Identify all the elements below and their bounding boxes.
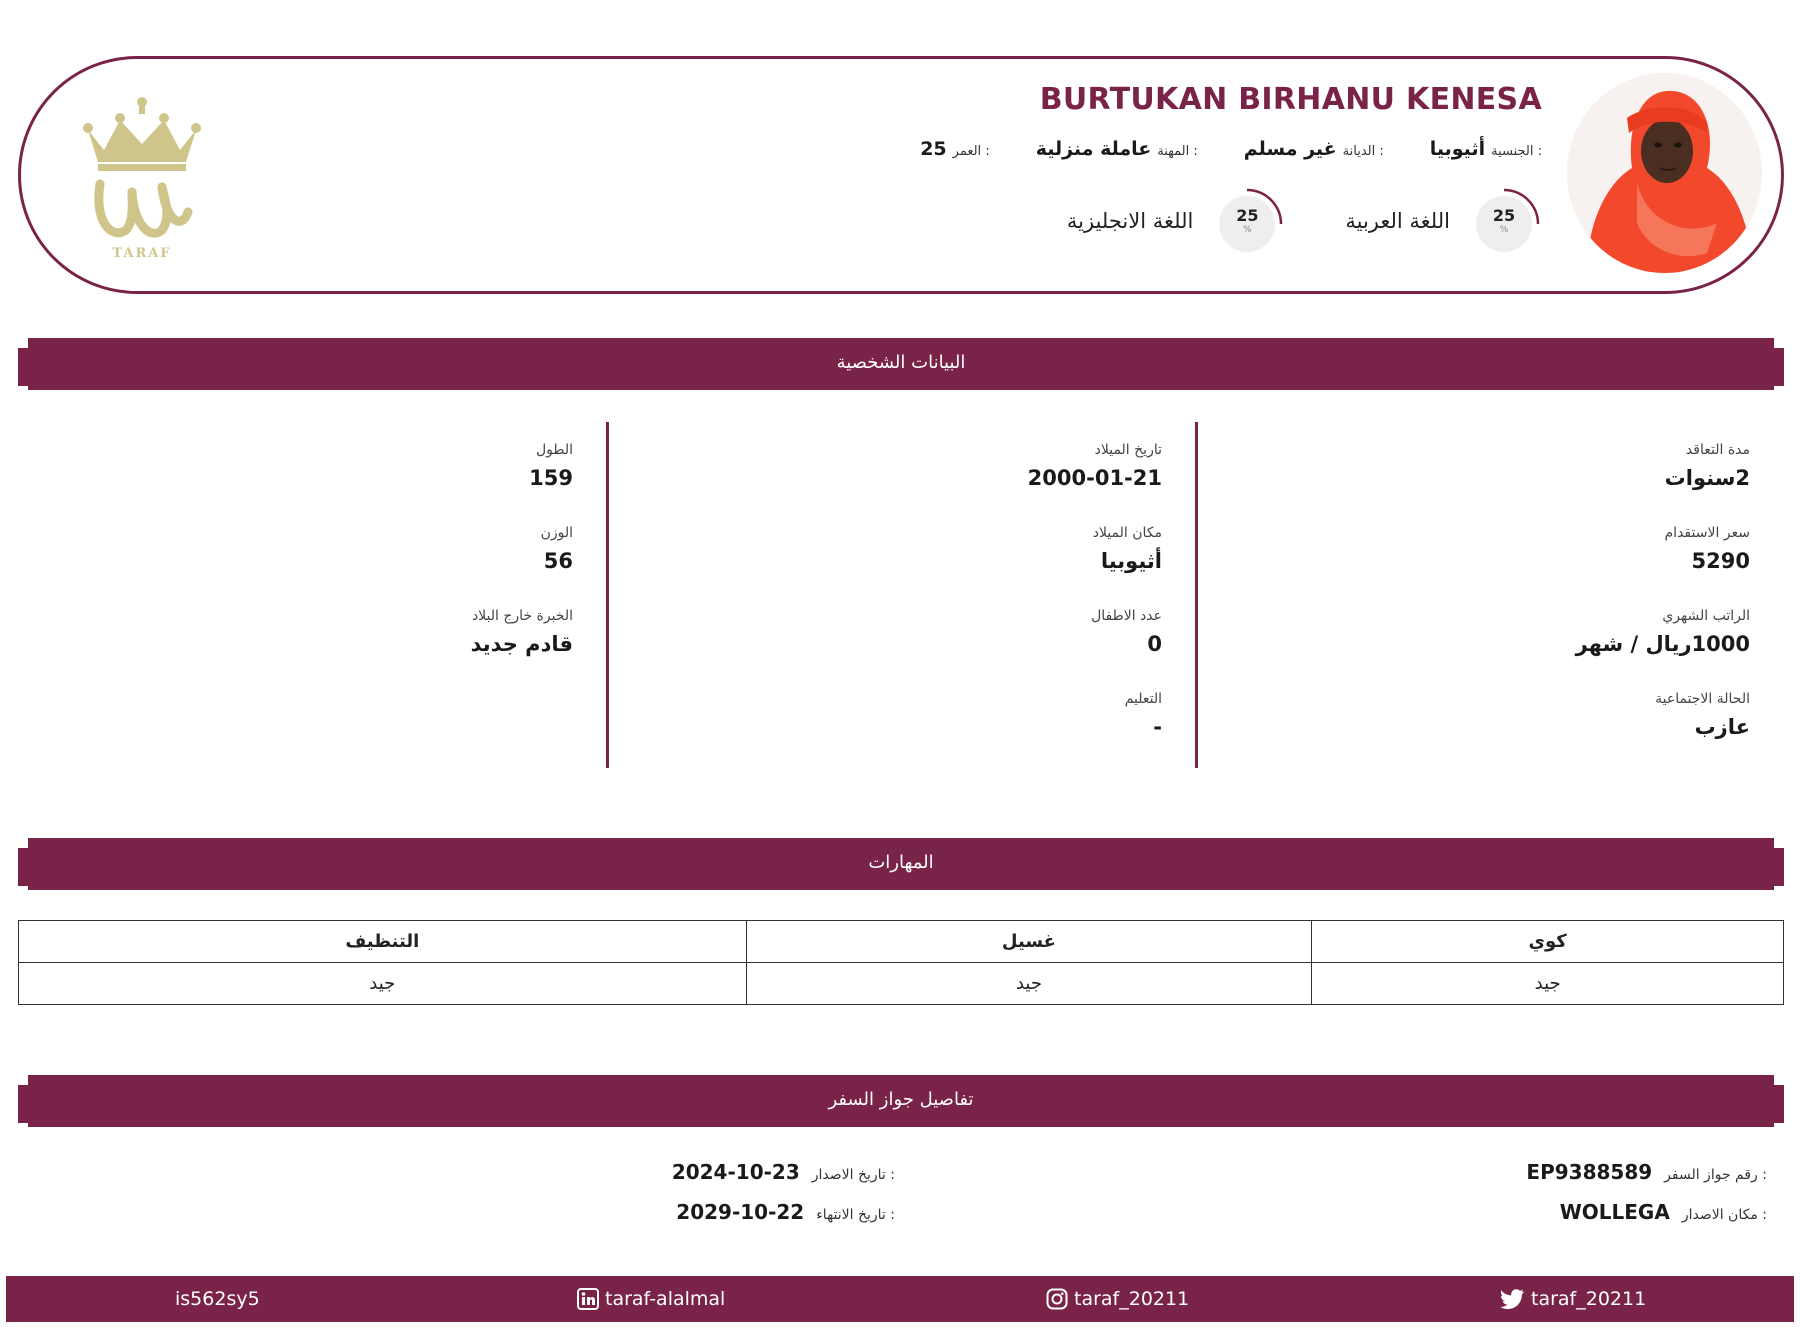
crown-icon (83, 97, 201, 171)
age-field (920, 138, 990, 160)
skill-cleaning-level: جيد (19, 963, 747, 1005)
passport-title: تفاصيل جواز السفر (828, 1089, 974, 1110)
experience-abroad-value: قادم جديد (470, 632, 573, 656)
skills-header-row (19, 921, 1784, 963)
birth-place-label: مكان الميلاد (1092, 525, 1162, 541)
recruitment-price-label: سعر الاستقدام (1664, 525, 1750, 541)
marital-status-value: عازب (1694, 715, 1750, 739)
height-label: الطول (535, 442, 573, 458)
recruitment-price-field (1350, 525, 1750, 608)
personal-col-right (1350, 442, 1750, 774)
issue-place-field (1560, 1200, 1767, 1224)
english-label: اللغة الانجليزية (1066, 209, 1194, 233)
expiry-date-field (676, 1200, 895, 1224)
personal-data-title: البيانات الشخصية (836, 352, 966, 373)
footer-code (175, 1288, 260, 1310)
progress-ring-english (1215, 186, 1285, 256)
footer-instagram[interactable] (1046, 1288, 1189, 1310)
english-percent: 25 (1236, 206, 1259, 225)
expiry-date-label: تاريخ الانتهاء : (816, 1207, 895, 1223)
birth-date-value: 2000-01-21 (1027, 466, 1162, 490)
religion-value: غير مسلم (1243, 138, 1337, 160)
skills-level-row (19, 963, 1784, 1005)
linkedin-icon (577, 1288, 599, 1310)
personal-col-left (173, 442, 573, 691)
issue-date-field (672, 1160, 895, 1184)
worker-name: BURTUKAN BIRHANU KENESA (1039, 82, 1542, 117)
children-count-field (762, 608, 1162, 691)
instagram-icon (1046, 1288, 1068, 1310)
religion-label: الديانة : (1342, 144, 1384, 159)
english-percent-sign: % (1243, 225, 1252, 235)
twitter-icon (1501, 1289, 1525, 1309)
arabic-percent: 25 (1492, 206, 1516, 225)
linkedin-handle[interactable]: taraf-alalmal (605, 1288, 726, 1310)
language-english (1067, 186, 1285, 256)
skill-ironing: كوي (1312, 921, 1784, 963)
experience-abroad-field (173, 608, 573, 691)
age-label: العمر : (952, 144, 990, 159)
profile-photo (1567, 73, 1762, 273)
education-field (762, 691, 1162, 774)
contract-duration-value: 2سنوات (1664, 466, 1750, 490)
birth-date-field (762, 442, 1162, 525)
personal-col-middle (762, 442, 1162, 774)
profession-value: عاملة منزلية (1035, 138, 1152, 160)
weight-value: 56 (543, 549, 573, 573)
issue-place-label: مكان الاصدار : (1681, 1207, 1767, 1223)
birth-place-value: أثيوبيا (1100, 549, 1162, 573)
issue-date-label: تاريخ الاصدار : (811, 1167, 895, 1183)
language-arabic (1345, 186, 1542, 256)
skill-washing: غسيل (746, 921, 1312, 963)
monthly-salary-field (1350, 608, 1750, 691)
skill-cleaning: التنظيف (19, 921, 747, 963)
personal-data-bar (18, 338, 1784, 390)
skill-ironing-level: جيد (1312, 963, 1784, 1005)
logo-text: TARAF (112, 246, 172, 261)
issue-date-value: 2024-10-23 (671, 1160, 800, 1184)
marital-status-label: الحالة الاجتماعية (1655, 691, 1750, 707)
contract-duration-label: مدة التعاقد (1685, 442, 1750, 458)
footer-twitter[interactable] (1501, 1288, 1646, 1310)
passport-number-label: رقم جواز السفر : (1664, 1167, 1767, 1183)
nationality-field (1430, 138, 1542, 160)
worker-code: is562sy5 (175, 1288, 260, 1310)
language-skills (1067, 186, 1542, 256)
instagram-handle[interactable]: taraf_20211 (1074, 1288, 1190, 1310)
experience-abroad-label: الخبرة خارج البلاد (471, 608, 573, 624)
arabic-label: اللغة العربية (1345, 209, 1450, 233)
expiry-date-value: 2029-10-22 (676, 1200, 805, 1224)
column-divider-left (606, 422, 609, 768)
skills-bar (18, 838, 1784, 890)
religion-field (1244, 138, 1384, 160)
weight-label: الوزن (540, 525, 573, 541)
age-value: 25 (920, 138, 947, 160)
skills-title: المهارات (868, 852, 934, 873)
passport-bar (18, 1075, 1784, 1127)
profession-label: المهنة : (1157, 144, 1198, 159)
twitter-handle[interactable]: taraf_20211 (1531, 1288, 1647, 1310)
profession-field (1036, 138, 1198, 160)
column-divider-right (1195, 422, 1198, 768)
passport-number-field (1526, 1160, 1767, 1184)
weight-field (173, 525, 573, 608)
height-field (173, 442, 573, 525)
taraf-logo (82, 92, 202, 262)
marital-status-field (1350, 691, 1750, 774)
issue-place-value: WOLLEGA (1559, 1200, 1670, 1224)
birth-date-label: تاريخ الميلاد (1094, 442, 1162, 458)
birth-place-field (762, 525, 1162, 608)
passport-number-value: EP9388589 (1526, 1160, 1653, 1184)
footer-bar (6, 1276, 1794, 1322)
contract-duration-field (1350, 442, 1750, 525)
monthly-salary-label: الراتب الشهري (1662, 608, 1750, 624)
recruitment-price-value: 5290 (1691, 549, 1750, 573)
progress-ring-arabic (1472, 186, 1542, 256)
nationality-label: الجنسية : (1491, 144, 1542, 159)
arabic-percent-sign: % (1499, 225, 1509, 235)
nationality-value: أثيوبيا (1429, 138, 1486, 160)
basic-info-row (920, 138, 1542, 160)
education-label: التعليم (1124, 691, 1162, 707)
skills-table (18, 920, 1784, 1005)
children-count-value: 0 (1147, 632, 1162, 656)
monthly-salary-value: 1000ريال / شهر (1575, 632, 1750, 656)
height-value: 159 (529, 466, 573, 490)
children-count-label: عدد الاطفال (1091, 608, 1162, 624)
skill-washing-level: جيد (746, 963, 1312, 1005)
footer-linkedin[interactable] (577, 1288, 725, 1310)
education-value: - (1153, 715, 1162, 739)
